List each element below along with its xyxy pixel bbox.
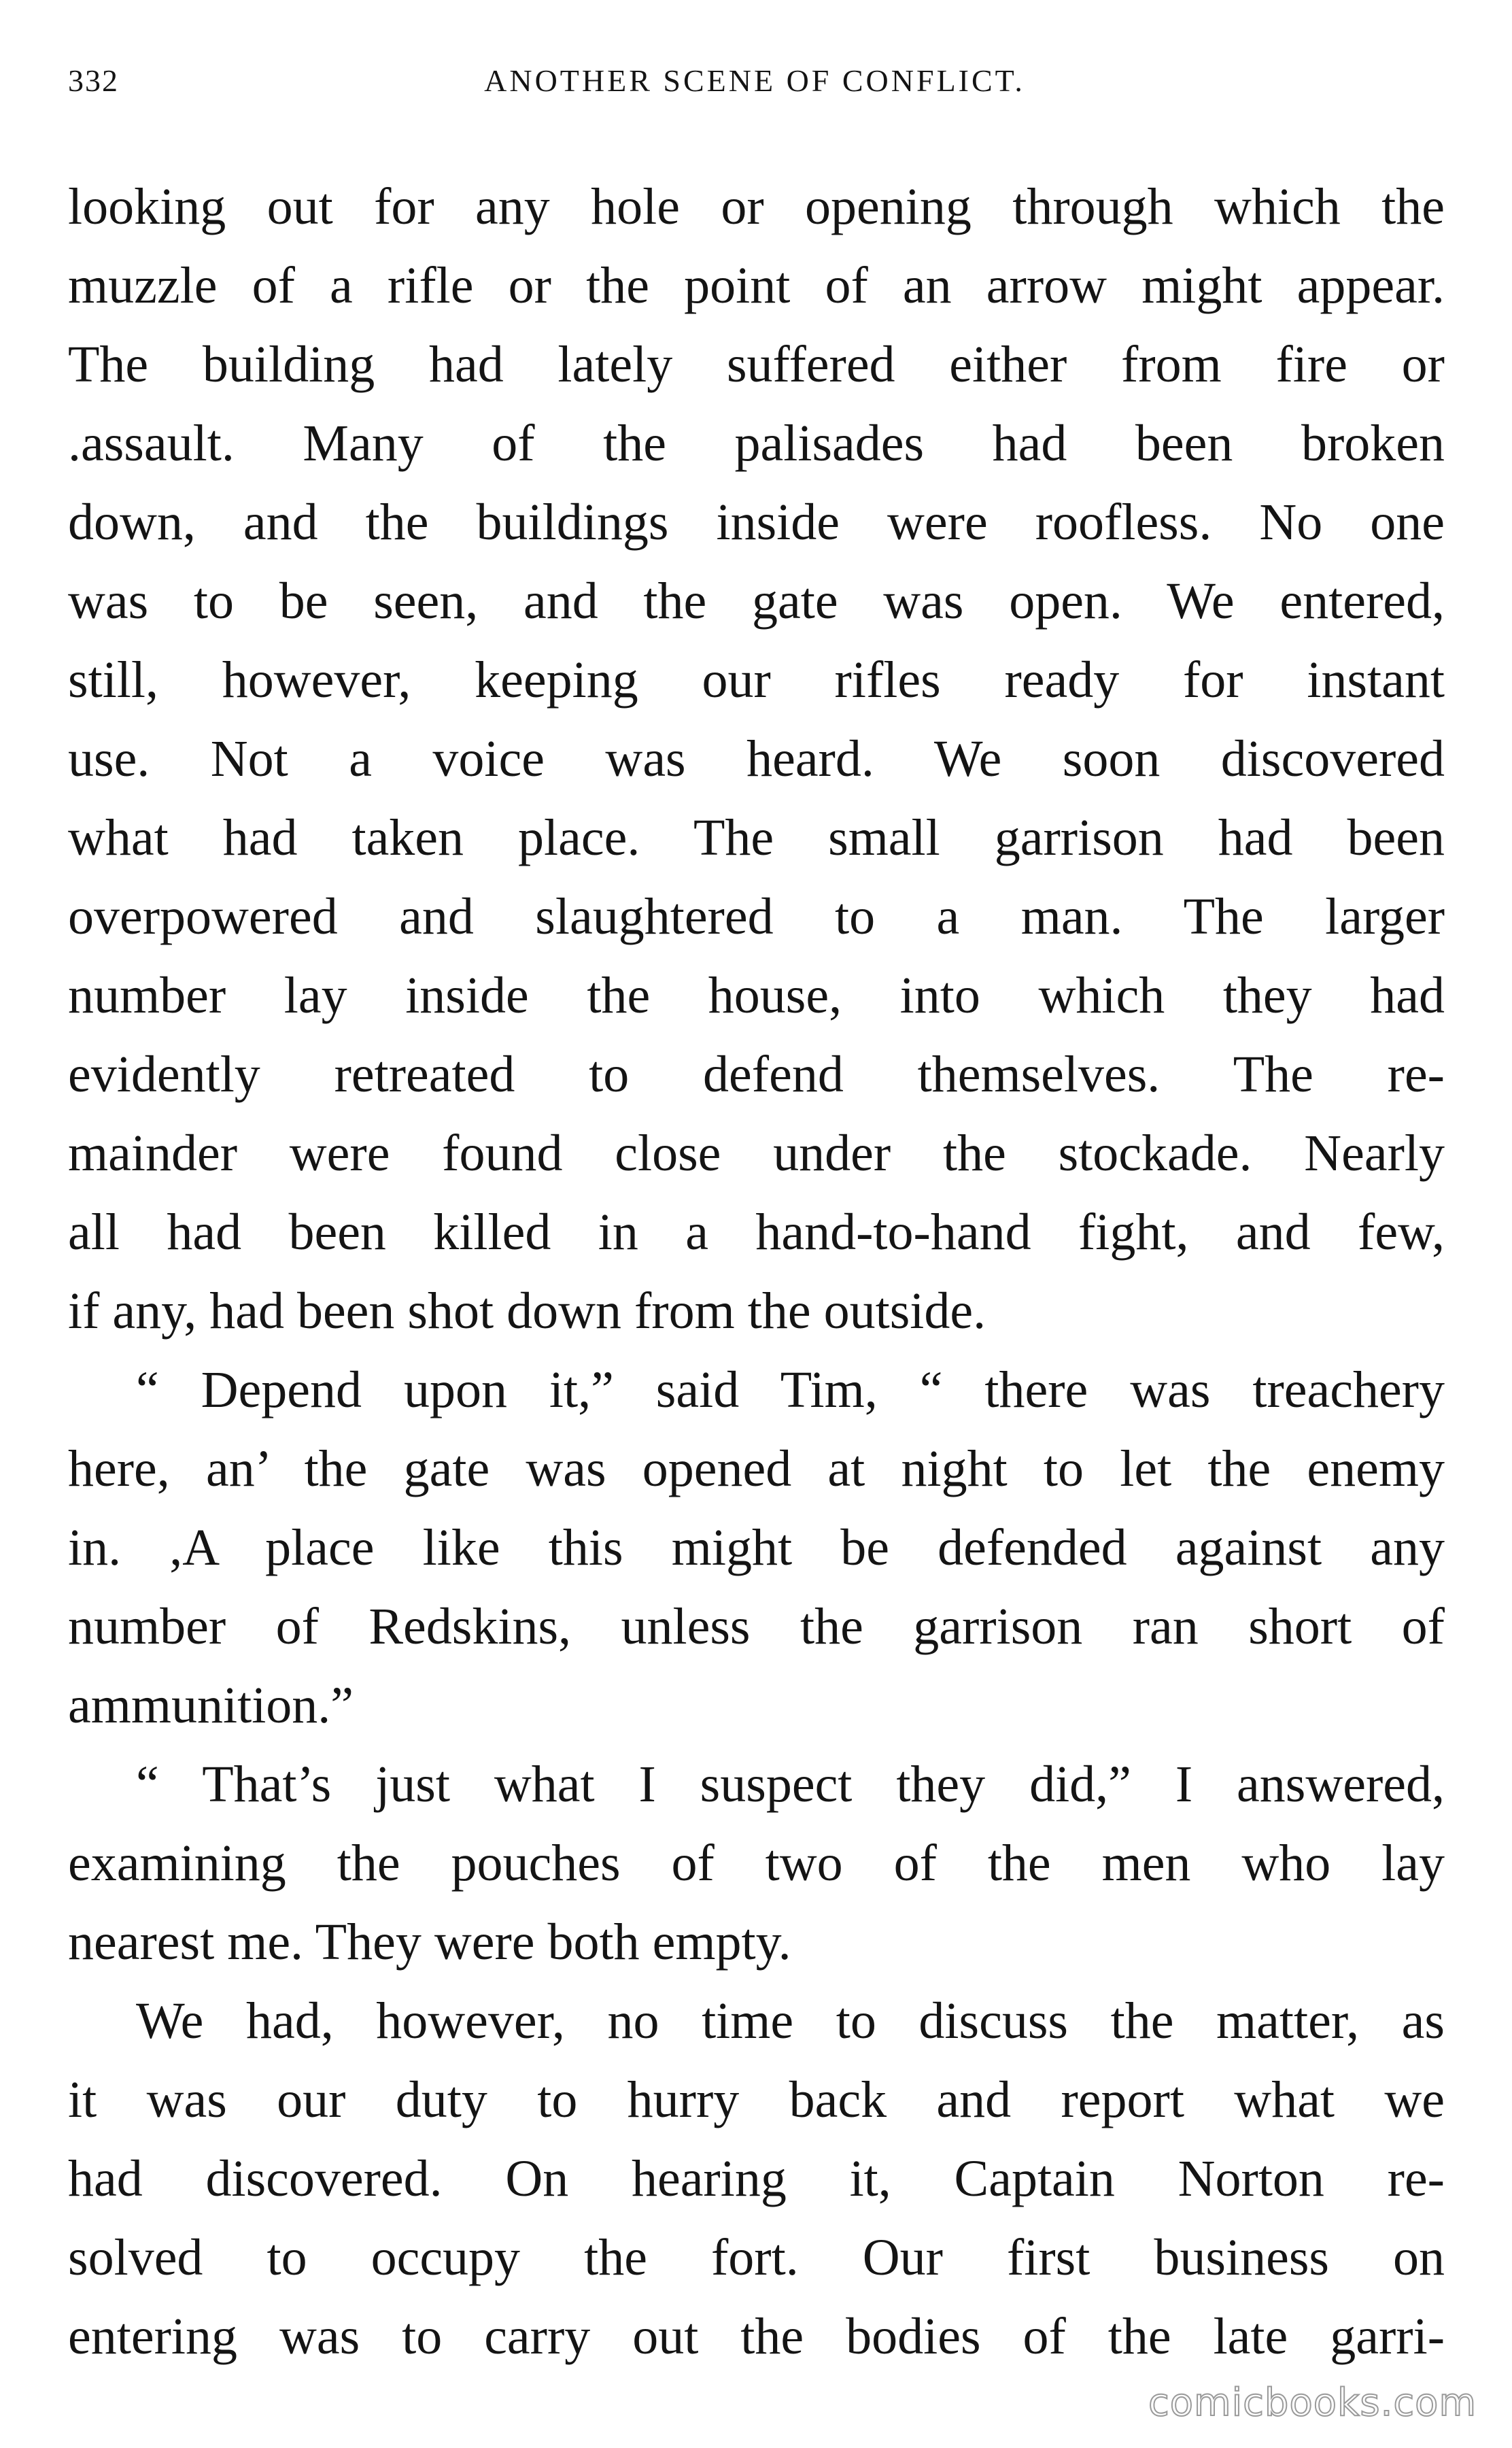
text-line: “ That’s just what I suspect they did,” I answered,	[136, 1756, 1445, 1813]
body-text	[68, 167, 1445, 2376]
text-line: still, however, keeping our rifles ready for instant	[68, 651, 1445, 709]
text-line: had discovered. On hearing it, Captain Norton re-	[68, 2150, 1445, 2207]
text-line: what had taken place. The small garrison had been	[68, 809, 1445, 866]
text-line: “ Depend upon it,” said Tim, “ there was treachery	[136, 1361, 1445, 1418]
text-line: here, an’ the gate was opened at night to let the enemy	[68, 1440, 1445, 1497]
page-heading: ANOTHER SCENE OF CONFLICT.	[484, 63, 1025, 98]
text-line: entering was to carry out the bodies of the late garri-	[68, 2308, 1445, 2365]
text-line: muzzle of a rifle or the point of an arrow might appear.	[68, 257, 1445, 314]
text-line: nearest me. They were both empty.	[68, 1914, 791, 1971]
watermark: comicbooks.com	[1148, 2381, 1477, 2425]
text-line: down, and the buildings inside were roofless. No one	[68, 494, 1445, 551]
text-line: ammunition.”	[68, 1677, 354, 1734]
text-line: in. ,A place like this might be defended against any	[68, 1519, 1445, 1576]
text-line: The building had lately suffered either from fire or	[68, 336, 1445, 393]
text-line: if any, had been shot down from the outside.	[68, 1282, 986, 1340]
text-line: number lay inside the house, into which they had	[68, 967, 1445, 1024]
running-head	[68, 63, 1441, 117]
text-line: use. Not a voice was heard. We soon discovered	[68, 730, 1445, 787]
text-line: .assault. Many of the palisades had been broken	[68, 415, 1445, 472]
page-number: 332	[68, 63, 119, 98]
text-line: mainder were found close under the stockade. Nearly	[68, 1125, 1445, 1182]
text-line: solved to occupy the fort. Our first business on	[68, 2229, 1445, 2286]
text-line: it was our duty to hurry back and report what we	[68, 2071, 1445, 2128]
text-line: examining the pouches of two of the men who lay	[68, 1835, 1445, 1892]
text-line: number of Redskins, unless the garrison ran short of	[68, 1598, 1445, 1655]
text-line: We had, however, no time to discuss the matter, as	[136, 1992, 1445, 2050]
text-line: evidently retreated to defend themselves. The re-	[68, 1046, 1445, 1103]
text-line: looking out for any hole or opening through which the	[68, 178, 1445, 235]
text-line: all had been killed in a hand-to-hand fight, and few,	[68, 1204, 1445, 1261]
text-line: was to be seen, and the gate was open. We entered,	[68, 573, 1445, 630]
text-line: overpowered and slaughtered to a man. The larger	[68, 888, 1445, 945]
